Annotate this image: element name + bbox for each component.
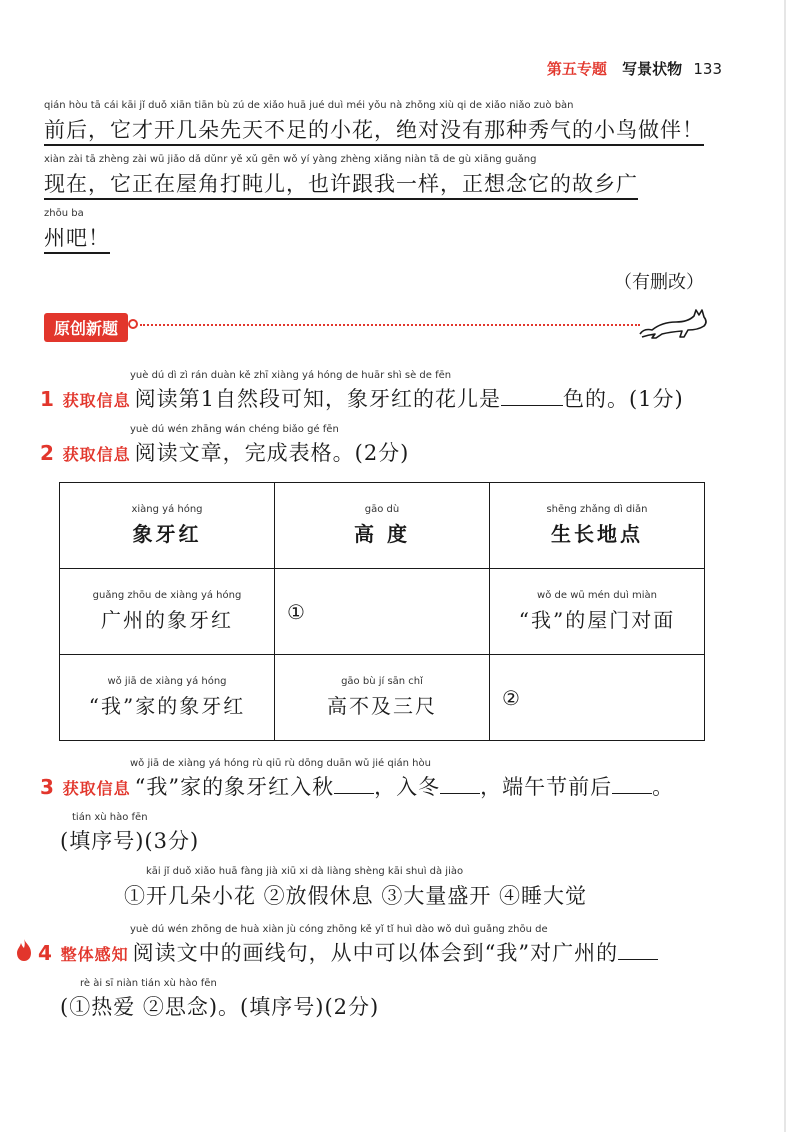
passage-line2 (44, 168, 638, 198)
q2-pinyin: yuè dú wén zhāng wán chéng biǎo gé fēn (130, 424, 339, 435)
q2-line (40, 437, 409, 467)
q3-tag: 获取信息 (62, 779, 131, 798)
q3-blank-duanwu[interactable] (612, 775, 652, 794)
passage-line3 (44, 222, 110, 252)
source-note: （有删改） (614, 272, 704, 293)
table-row (60, 569, 705, 655)
cell-pinyin: guǎng zhōu de xiàng yá hóng (92, 590, 242, 601)
q3-text-c: ，端午节前后 (480, 775, 613, 799)
answer-cell-2[interactable] (490, 655, 705, 741)
q1-pinyin: yuè dú dì zì rán duàn kě zhī xiàng yá hóng de huār shì sè de fēn (130, 370, 452, 381)
cell-text: 广州的象牙红 (101, 608, 233, 632)
passage-line3-pinyin: zhōu ba (44, 208, 84, 219)
q3-options-pinyin: kāi jǐ duǒ xiǎo huā fàng jià xiū xi dà liàng shèng kāi shuì dà jiào (146, 866, 464, 877)
cell-pinyin: wǒ jiā de xiàng yá hóng (107, 676, 227, 687)
q1-tag: 获取信息 (62, 391, 131, 410)
q3-options: ①开几朵小花 ②放假休息 ③大量盛开 ④睡大觉 (124, 884, 588, 908)
header-pinyin: shēng zhǎng dì diǎn (546, 504, 648, 515)
q1-line (40, 383, 684, 413)
header-text: 生长地点 (551, 522, 643, 546)
q2-tag: 获取信息 (62, 445, 131, 464)
passage-line1-pinyin: qián hòu tā cái kāi jǐ duǒ xiān tiān bù zú de xiǎo huā jué duì méi yǒu nà zhǒng xiù qi de xiǎo niǎo zuò bàn (44, 100, 574, 111)
header-pinyin: gāo dù (364, 504, 400, 515)
header-section: 写景状物 (622, 60, 683, 78)
q1-number: 1 (40, 387, 55, 411)
passage-line2-text: 现在，它正在屋角打盹儿，也许跟我一样，正想念它的故乡广 (44, 172, 638, 200)
cell-text: 高不及三尺 (327, 694, 437, 718)
table-cell (60, 655, 275, 741)
answer-marker: ② (502, 685, 520, 710)
q2-text: 阅读文章，完成表格。(2分) (134, 441, 410, 465)
flame-icon (14, 938, 34, 962)
cell-text: “我”的屋门对面 (518, 608, 676, 632)
table-cell (490, 569, 705, 655)
page-header (547, 58, 722, 79)
q3-number: 3 (40, 775, 55, 799)
table-header-cell (490, 483, 705, 569)
table-cell (275, 655, 490, 741)
banner-dot-icon (128, 319, 138, 329)
passage-line2-pinyin: xiàn zài tā zhèng zài wū jiǎo dǎ dǔnr yě xǔ gēn wǒ yí yàng zhèng xiǎng niàn tā de gù xiāng guǎng (44, 154, 537, 165)
q3-text-a: “我”家的象牙红入秋 (134, 775, 335, 799)
dotted-divider (140, 324, 640, 326)
q3-line2-text: (填序号)(3分) (60, 829, 200, 853)
q3-blank-autumn[interactable] (334, 775, 374, 794)
q4-tag: 整体感知 (60, 945, 129, 964)
q1-text-after: 色的。(1分) (562, 387, 684, 411)
table-header-cell (275, 483, 490, 569)
q3-text-b: ，入冬 (374, 775, 441, 799)
q4-number: 4 (38, 941, 53, 965)
q3-line2-pinyin: tián xù hào fēn (72, 812, 148, 823)
table-row (60, 655, 705, 741)
q4-line2-pinyin: rè ài sī niàn tián xù hào fēn (80, 978, 217, 989)
q4-pinyin: yuè dú wén zhōng de huà xiàn jù cóng zhōng kě yǐ tǐ huì dào wǒ duì guǎng zhōu de (130, 924, 548, 935)
q3-pinyin: wǒ jiā de xiàng yá hóng rù qiū rù dōng duān wǔ jié qián hòu (130, 758, 431, 769)
table-header-row (60, 483, 705, 569)
q3-blank-winter[interactable] (440, 775, 480, 794)
q4-answer-blank[interactable] (618, 941, 658, 960)
header-pinyin: xiàng yá hóng (131, 504, 203, 515)
q2-number: 2 (40, 441, 55, 465)
cell-pinyin: gāo bù jí sān chǐ (341, 676, 423, 687)
header-text: 高 度 (354, 522, 410, 546)
q1-answer-blank[interactable] (501, 387, 563, 406)
q4-line2-text: (①热爱 ②思念)。(填序号)(2分) (60, 995, 380, 1019)
page-edge-line (784, 0, 786, 1132)
cat-icon (638, 304, 710, 340)
passage-line1 (44, 114, 704, 144)
info-table (59, 482, 705, 741)
answer-cell-1[interactable] (275, 569, 490, 655)
header-text: 象牙红 (132, 522, 202, 546)
passage-line1-text: 前后，它才开几朵先天不足的小花，绝对没有那种秀气的小鸟做伴！ (44, 118, 704, 146)
page-number: 133 (693, 60, 722, 78)
q3-text-d: 。 (652, 775, 675, 799)
q4-text: 阅读文中的画线句，从中可以体会到“我”对广州的 (132, 941, 619, 965)
cell-text: “我”家的象牙红 (88, 694, 246, 718)
table-cell (60, 569, 275, 655)
section-banner: 原创新题 (44, 313, 128, 342)
header-topic: 第五专题 (546, 60, 607, 78)
answer-marker: ① (287, 599, 305, 624)
cell-pinyin: wǒ de wū mén duì miàn (537, 590, 657, 601)
q3-line (40, 771, 674, 801)
table-header-cell (60, 483, 275, 569)
q1-text-before: 阅读第1自然段可知，象牙红的花儿是 (134, 387, 501, 411)
passage-line3-text: 州吧！ (44, 226, 110, 254)
q4-line (38, 937, 658, 967)
